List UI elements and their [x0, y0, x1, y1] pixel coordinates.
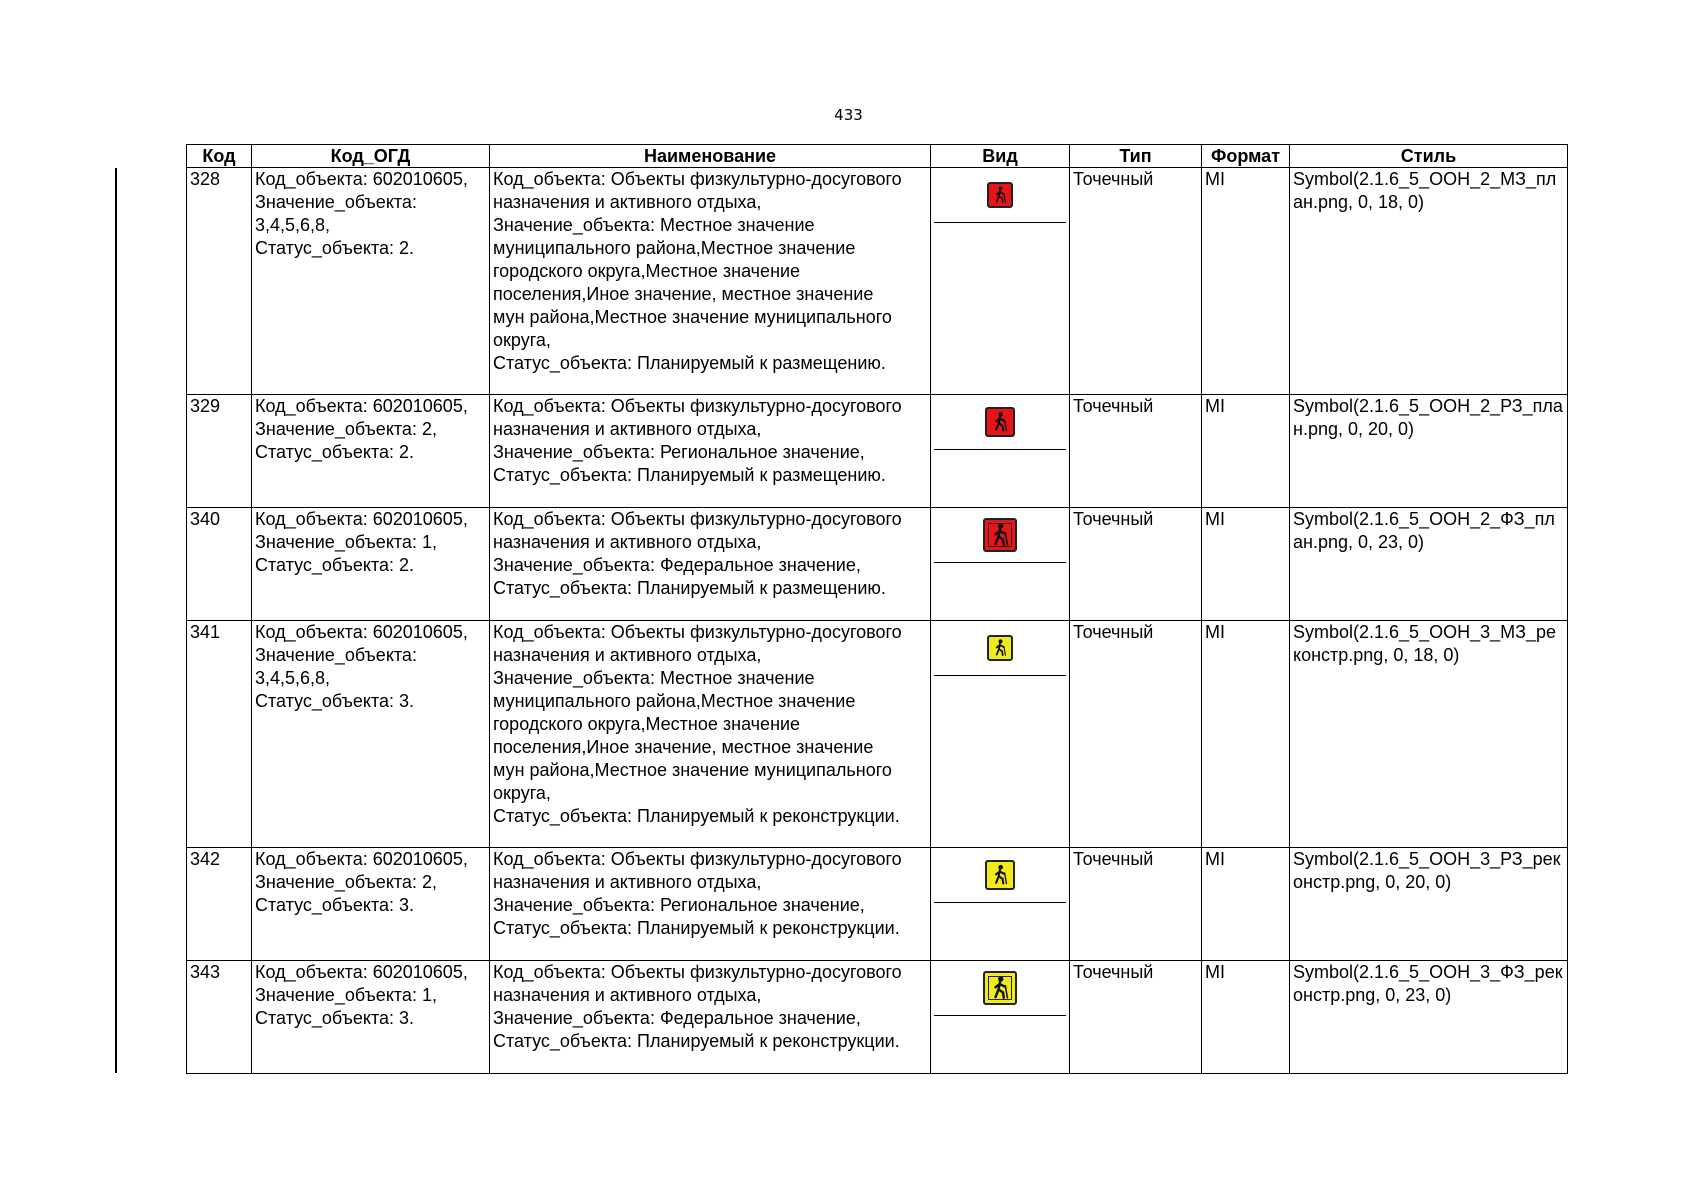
ogd-line: Статус_объекта: 3. — [255, 1008, 415, 1028]
name-line: Код_объекта: Объекты физкультурно-досугового — [493, 622, 902, 642]
row-code: 342 — [190, 849, 221, 869]
name-line: Статус_объекта: Планируемый к размещению. — [493, 465, 886, 485]
ogd-line: Статус_объекта: 2. — [255, 238, 415, 258]
header-code: Код — [187, 145, 252, 168]
row-code-cell — [187, 621, 252, 848]
view-symbol-box — [934, 621, 1066, 676]
name-line: мун района,Местное значение муниципального — [493, 760, 892, 780]
header-row — [187, 145, 1568, 168]
header-view: Вид — [931, 145, 1070, 168]
row-style: Symbol(2.1.6_5_ООН_2_МЗ_план.png, 0, 18, 0) — [1293, 169, 1557, 212]
ogd-line: Значение_объекта: 2, — [255, 872, 437, 892]
hiker-red-federal-icon — [983, 518, 1017, 552]
name-line: назначения и активного отдыха, — [493, 645, 762, 665]
name-line: Статус_объекта: Планируемый к реконструкции. — [493, 806, 900, 826]
row-type: Точечный — [1073, 622, 1154, 642]
name-line: Значение_объекта: Местное значение — [493, 668, 815, 688]
row-format: MI — [1205, 622, 1225, 642]
name-line: Код_объекта: Объекты физкультурно-досугового — [493, 396, 902, 416]
ogd-line: Статус_объекта: 2. — [255, 555, 415, 575]
name-line: назначения и активного отдыха, — [493, 985, 762, 1005]
row-code: 340 — [190, 509, 221, 529]
row-format-cell — [1202, 508, 1290, 621]
ogd-line: Код_объекта: 602010605, — [255, 622, 468, 642]
name-line: назначения и активного отдыха, — [493, 532, 762, 552]
hiker-red-regional-icon — [985, 407, 1015, 437]
view-symbol-box — [934, 168, 1066, 223]
table-row — [187, 395, 1568, 508]
row-type: Точечный — [1073, 849, 1154, 869]
row-view-cell — [931, 508, 1070, 621]
row-format: MI — [1205, 169, 1225, 189]
hiker-yellow-regional-icon — [985, 860, 1015, 890]
row-name-cell — [490, 395, 931, 508]
name-line: округа, — [493, 330, 551, 350]
view-symbol-box — [934, 848, 1066, 903]
row-type: Точечный — [1073, 962, 1154, 982]
name-line: Значение_объекта: Федеральное значение, — [493, 1008, 861, 1028]
ogd-line: Код_объекта: 602010605, — [255, 849, 468, 869]
row-name-cell — [490, 508, 931, 621]
row-style-cell — [1290, 168, 1568, 395]
ogd-line: Значение_объекта: 1, — [255, 532, 437, 552]
name-line: Значение_объекта: Региональное значение, — [493, 895, 865, 915]
row-ogd-cell — [252, 848, 490, 961]
row-name-cell — [490, 168, 931, 395]
row-style-cell — [1290, 508, 1568, 621]
margin-line — [115, 168, 117, 1073]
name-line: Код_объекта: Объекты физкультурно-досугового — [493, 509, 902, 529]
name-line: Статус_объекта: Планируемый к реконструкции. — [493, 918, 900, 938]
name-line: Статус_объекта: Планируемый к реконструкции. — [493, 1031, 900, 1051]
name-line: поселения,Иное значение, местное значение — [493, 284, 874, 304]
row-style: Symbol(2.1.6_5_ООН_3_ФЗ_реконстр.png, 0, 23, 0) — [1293, 962, 1563, 1005]
row-format-cell — [1202, 961, 1290, 1074]
header-type: Тип — [1070, 145, 1202, 168]
row-style-cell — [1290, 621, 1568, 848]
symbol-table — [186, 144, 1568, 1074]
name-line: Значение_объекта: Региональное значение, — [493, 442, 865, 462]
ogd-line: Значение_объекта: — [255, 192, 417, 212]
ogd-line: Статус_объекта: 3. — [255, 895, 415, 915]
ogd-line: Значение_объекта: — [255, 645, 417, 665]
row-format: MI — [1205, 962, 1225, 982]
row-code: 329 — [190, 396, 221, 416]
row-type: Точечный — [1073, 509, 1154, 529]
row-type-cell — [1070, 395, 1202, 508]
row-format-cell — [1202, 621, 1290, 848]
hiker-yellow-local-icon — [987, 635, 1013, 661]
ogd-line: Статус_объекта: 2. — [255, 442, 415, 462]
row-style-cell — [1290, 848, 1568, 961]
name-line: муниципального района,Местное значение — [493, 691, 856, 711]
row-code-cell — [187, 168, 252, 395]
name-line: мун района,Местное значение муниципального — [493, 307, 892, 327]
name-line: Код_объекта: Объекты физкультурно-досугового — [493, 962, 902, 982]
header-ogd-code: Код_ОГД — [252, 145, 490, 168]
hiker-red-local-icon — [987, 182, 1013, 208]
row-type-cell — [1070, 621, 1202, 848]
row-view-cell — [931, 395, 1070, 508]
view-symbol-box — [934, 961, 1066, 1016]
name-line: назначения и активного отдыха, — [493, 192, 762, 212]
row-name-cell — [490, 848, 931, 961]
row-code-cell — [187, 961, 252, 1074]
ogd-line: Код_объекта: 602010605, — [255, 962, 468, 982]
row-ogd-cell — [252, 961, 490, 1074]
row-name-cell — [490, 621, 931, 848]
ogd-line: Значение_объекта: 1, — [255, 985, 437, 1005]
row-type-cell — [1070, 848, 1202, 961]
row-format-cell — [1202, 168, 1290, 395]
name-line: муниципального района,Местное значение — [493, 238, 856, 258]
hiker-yellow-federal-icon — [983, 971, 1017, 1005]
ogd-line: 3,4,5,6,8, — [255, 215, 331, 235]
name-line: Статус_объекта: Планируемый к размещению. — [493, 578, 886, 598]
row-style: Symbol(2.1.6_5_ООН_2_РЗ_план.png, 0, 20, 0) — [1293, 396, 1563, 439]
row-type: Точечный — [1073, 396, 1154, 416]
header-style: Стиль — [1290, 145, 1568, 168]
view-symbol-box — [934, 395, 1066, 450]
row-format: MI — [1205, 396, 1225, 416]
row-ogd-cell — [252, 508, 490, 621]
row-ogd-cell — [252, 621, 490, 848]
name-line: городского округа,Местное значение — [493, 714, 801, 734]
table-row — [187, 621, 1568, 848]
row-code: 341 — [190, 622, 221, 642]
ogd-line: Статус_объекта: 3. — [255, 691, 415, 711]
name-line: городского округа,Местное значение — [493, 261, 801, 281]
row-style: Symbol(2.1.6_5_ООН_3_РЗ_реконстр.png, 0, 20, 0) — [1293, 849, 1561, 892]
row-ogd-cell — [252, 395, 490, 508]
table-row — [187, 848, 1568, 961]
header-name: Наименование — [490, 145, 931, 168]
row-ogd-cell — [252, 168, 490, 395]
row-code-cell — [187, 395, 252, 508]
row-format: MI — [1205, 509, 1225, 529]
name-line: назначения и активного отдыха, — [493, 872, 762, 892]
row-code-cell — [187, 508, 252, 621]
ogd-line: Код_объекта: 602010605, — [255, 396, 468, 416]
name-line: Код_объекта: Объекты физкультурно-досугового — [493, 849, 902, 869]
row-format-cell — [1202, 395, 1290, 508]
row-view-cell — [931, 848, 1070, 961]
name-line: Значение_объекта: Федеральное значение, — [493, 555, 861, 575]
page-number: 433 — [834, 106, 863, 124]
row-view-cell — [931, 621, 1070, 848]
name-line: поселения,Иное значение, местное значение — [493, 737, 874, 757]
name-line: Значение_объекта: Местное значение — [493, 215, 815, 235]
table-row — [187, 168, 1568, 395]
row-type-cell — [1070, 508, 1202, 621]
row-code: 328 — [190, 169, 221, 189]
row-type-cell — [1070, 961, 1202, 1074]
name-line: округа, — [493, 783, 551, 803]
row-view-cell — [931, 961, 1070, 1074]
table-body — [187, 168, 1568, 1074]
name-line: Статус_объекта: Планируемый к размещению. — [493, 353, 886, 373]
row-code-cell — [187, 848, 252, 961]
header-format: Формат — [1202, 145, 1290, 168]
name-line: Код_объекта: Объекты физкультурно-досугового — [493, 169, 902, 189]
ogd-line: 3,4,5,6,8, — [255, 668, 331, 688]
view-symbol-box — [934, 508, 1066, 563]
row-format: MI — [1205, 849, 1225, 869]
row-style: Symbol(2.1.6_5_ООН_2_ФЗ_план.png, 0, 23, 0) — [1293, 509, 1555, 552]
ogd-line: Значение_объекта: 2, — [255, 419, 437, 439]
row-view-cell — [931, 168, 1070, 395]
row-type-cell — [1070, 168, 1202, 395]
row-name-cell — [490, 961, 931, 1074]
row-type: Точечный — [1073, 169, 1154, 189]
ogd-line: Код_объекта: 602010605, — [255, 509, 468, 529]
row-style: Symbol(2.1.6_5_ООН_3_МЗ_реконстр.png, 0, 18, 0) — [1293, 622, 1557, 665]
row-format-cell — [1202, 848, 1290, 961]
table-row — [187, 961, 1568, 1074]
name-line: назначения и активного отдыха, — [493, 419, 762, 439]
ogd-line: Код_объекта: 602010605, — [255, 169, 468, 189]
row-code: 343 — [190, 962, 221, 982]
row-style-cell — [1290, 961, 1568, 1074]
table-row — [187, 508, 1568, 621]
row-style-cell — [1290, 395, 1568, 508]
